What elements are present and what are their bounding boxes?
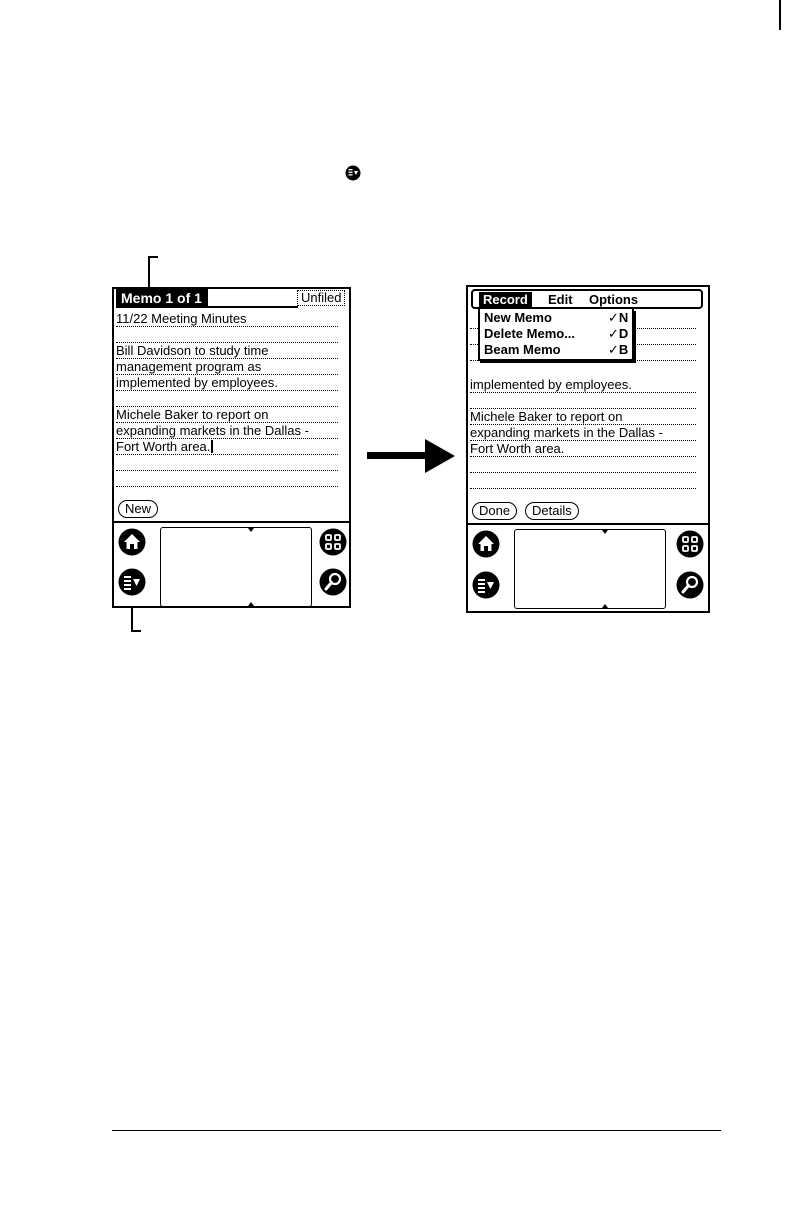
memo-screen-right: [466, 285, 710, 613]
graffiti-writing-area[interactable]: [160, 527, 312, 607]
shortcut-delete-memo: [608, 326, 628, 342]
shortcut-new-memo: [608, 310, 628, 326]
new-button[interactable]: New: [118, 500, 158, 518]
command-stroke-icon: ✓: [608, 326, 619, 341]
memo-line[interactable]: Michele Baker to report on: [470, 409, 696, 425]
memo-line[interactable]: management program as: [116, 359, 338, 375]
home-icon[interactable]: [118, 528, 146, 556]
graffiti-writing-area[interactable]: [514, 529, 666, 609]
title-callout-line: [148, 256, 150, 290]
home-icon[interactable]: [472, 530, 500, 558]
graffiti-divider-mark: [602, 530, 608, 534]
record-menu-dropdown: [478, 309, 634, 361]
graffiti-divider-mark: [248, 528, 254, 532]
done-button[interactable]: Done: [472, 502, 517, 520]
memo-line[interactable]: [116, 439, 338, 455]
footer-rule: [112, 1130, 721, 1131]
shortcut-letter: N: [618, 310, 629, 325]
title-callout-line: [148, 256, 158, 258]
shortcut-letter: D: [618, 326, 629, 341]
memo-title[interactable]: Memo 1 of 1: [116, 289, 208, 307]
menu-bar: [471, 289, 703, 309]
silkscreen-divider: [468, 523, 708, 525]
transition-arrow: [367, 452, 427, 459]
memo-line[interactable]: Bill Davidson to study time: [116, 343, 338, 359]
menu-record[interactable]: Record: [479, 292, 532, 308]
memo-line[interactable]: Michele Baker to report on: [116, 407, 338, 423]
memo-line[interactable]: [470, 457, 696, 473]
text-cursor: [211, 440, 213, 453]
category-picker[interactable]: Unfiled: [297, 290, 345, 306]
menu-item-beam-memo[interactable]: Beam Memo: [484, 342, 561, 357]
memo-line[interactable]: expanding markets in the Dallas -: [470, 425, 696, 441]
menu-icon[interactable]: [118, 568, 146, 596]
memo-line[interactable]: [116, 455, 338, 471]
memo-line[interactable]: [116, 327, 338, 343]
find-icon[interactable]: [676, 571, 704, 599]
command-stroke-icon: ✓: [608, 342, 619, 357]
memo-screen-left: [112, 287, 351, 608]
graffiti-divider-mark: [602, 604, 608, 608]
silkscreen-divider: [114, 521, 349, 523]
menu-icon-callout-line: [131, 630, 141, 632]
transition-arrow-head: [425, 439, 455, 473]
command-stroke-icon: ✓: [608, 310, 619, 325]
memo-line[interactable]: [116, 391, 338, 407]
memo-line[interactable]: implemented by employees.: [470, 377, 696, 393]
applications-icon[interactable]: [676, 530, 704, 558]
details-button[interactable]: Details: [525, 502, 579, 520]
menu-icon[interactable]: [472, 571, 500, 599]
memo-line[interactable]: 11/22 Meeting Minutes: [116, 311, 338, 327]
find-icon[interactable]: [319, 568, 347, 596]
memo-line-text: Fort Worth area.: [116, 439, 211, 454]
menu-edit[interactable]: Edit: [548, 292, 573, 307]
shortcut-letter: B: [618, 342, 629, 357]
menu-item-new-memo[interactable]: New Memo: [484, 310, 552, 325]
memo-line[interactable]: expanding markets in the Dallas -: [116, 423, 338, 439]
menu-icon: [345, 165, 361, 181]
menu-item-delete-memo[interactable]: Delete Memo...: [484, 326, 576, 341]
menu-options[interactable]: Options: [589, 292, 639, 307]
graffiti-divider-mark: [248, 602, 254, 606]
memo-line[interactable]: [470, 473, 696, 489]
memo-line[interactable]: [116, 471, 338, 487]
shortcut-beam-memo: [608, 342, 628, 358]
page-edge-rule: [779, 0, 781, 30]
memo-line[interactable]: [470, 393, 696, 409]
title-underline: [116, 306, 298, 308]
applications-icon[interactable]: [319, 528, 347, 556]
memo-line[interactable]: implemented by employees.: [116, 375, 338, 391]
memo-line[interactable]: Fort Worth area.: [470, 441, 696, 457]
